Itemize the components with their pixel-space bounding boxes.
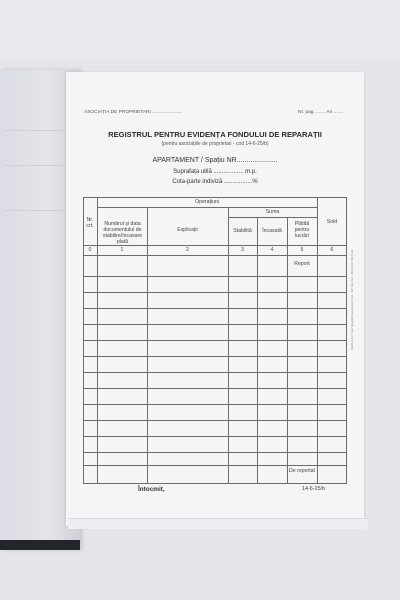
page-year-field: Nr. pag. ....... An .......	[298, 110, 344, 115]
page-edge	[68, 518, 368, 529]
background-top	[0, 0, 400, 60]
col-paid-header: Plătită pentru lucrări	[294, 221, 310, 239]
index-cell: 6	[330, 247, 334, 253]
index-cell: 4	[270, 247, 274, 253]
col-collected-header: Încasată	[262, 228, 282, 234]
col-established-header: Stabilită	[233, 228, 252, 234]
page-subtitle: (pentru asociațiile de proprietari - cod 14-6-25/b)	[161, 141, 269, 147]
column-line	[257, 217, 258, 484]
header-line	[83, 255, 347, 256]
table-border	[83, 483, 347, 484]
row-line	[83, 308, 347, 309]
left-page-line	[4, 130, 64, 131]
row-line	[83, 404, 347, 405]
register-table	[83, 197, 347, 484]
row-line	[83, 452, 347, 453]
row-line	[83, 340, 347, 341]
col-balance-header: Sold	[326, 219, 338, 225]
row-line	[83, 436, 347, 437]
index-cell: 5	[300, 247, 304, 253]
row-line	[83, 292, 347, 293]
prepared-by-label: Întocmit,	[138, 486, 165, 493]
index-cell: 2	[186, 247, 189, 253]
operations-group-header: Operațiuni	[195, 199, 219, 205]
index-cell: 1	[120, 247, 124, 253]
association-field: ASOCIAȚIA DE PROPRIETARI ......................	[84, 110, 182, 115]
sum-group-header: Suma	[265, 209, 280, 215]
surface-field: Suprafața utilă .................. m.p.	[173, 169, 257, 175]
page-title: REGISTRUL PENTRU EVIDENȚA FONDULUI DE REPARAȚII	[108, 130, 322, 139]
apartment-field: APARTAMENT / Spațiu NR.....................	[152, 157, 278, 164]
row-line	[83, 388, 347, 389]
index-cell: 0	[88, 247, 92, 253]
carry-forward-cell: De reportat	[289, 468, 315, 474]
row-line	[83, 356, 347, 357]
row-line	[83, 276, 347, 277]
index-cell: 3	[241, 247, 244, 253]
report-cell: Report	[294, 261, 310, 267]
row-line	[83, 372, 347, 373]
column-line	[287, 217, 288, 484]
share-field: Cota-parte indiviză .................%	[172, 179, 258, 185]
col-explanations-header: Explicații	[177, 227, 198, 233]
left-page-line	[4, 165, 64, 166]
left-page-line	[4, 210, 64, 211]
header-line	[97, 207, 317, 208]
table-border	[83, 197, 347, 198]
header-line	[83, 245, 347, 246]
col-document-header: Numărul și data documentului de stabilire/încasare plată	[102, 221, 143, 245]
row-line	[83, 324, 347, 325]
form-code: 14-6-25/b	[302, 486, 326, 492]
row-line	[83, 465, 347, 466]
row-line	[83, 420, 347, 421]
printer-imprint: Tipărit la S.C. Stad Tipografie Internațional S.R.L. Tel / Fax: 021 - 490.52.02 / 490.53.42	[351, 249, 354, 350]
header-line	[228, 217, 317, 218]
col-nr-header: Nr. crt.	[86, 217, 94, 229]
